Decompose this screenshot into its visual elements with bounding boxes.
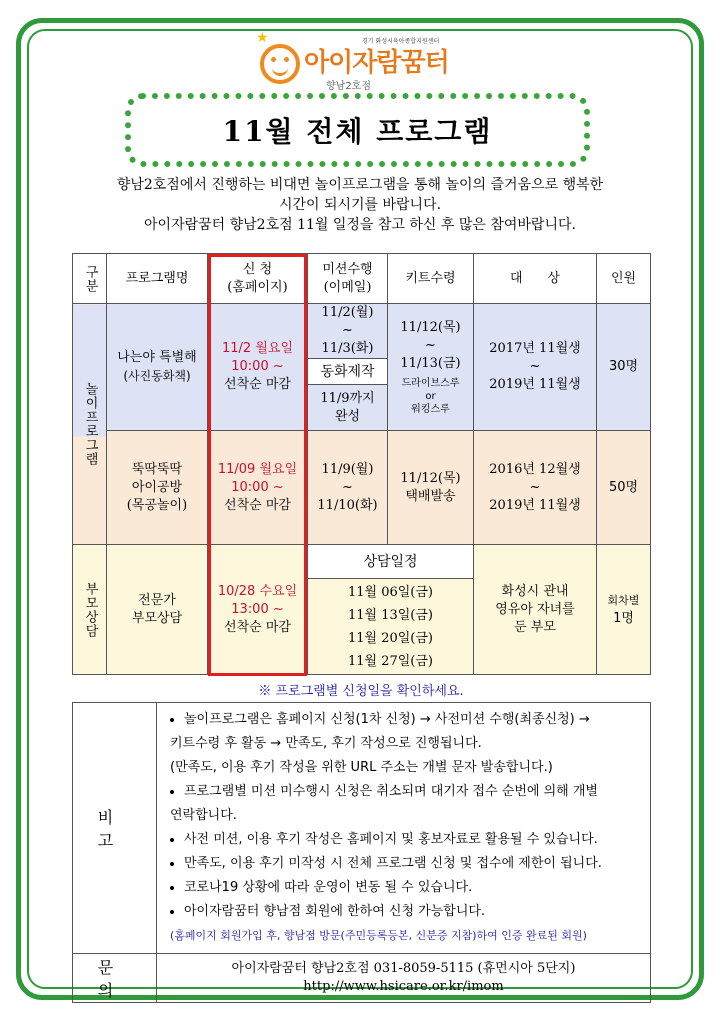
note-item: • 코로나19 상황에 따라 운영이 변동 될 수 있습니다. xyxy=(184,876,641,900)
header-kit: 키트수령 xyxy=(388,254,474,304)
consult-date: 11월 20일(금) xyxy=(347,630,434,646)
note-item: • 놀이프로그램은 홈페이지 신청(1차 신청) → 사전미션 수행(최종신청) → xyxy=(184,708,641,732)
group-play: 놀이프로그램 xyxy=(73,304,107,545)
intro-line: 향남2호점에서 진행하는 비대면 놀이프로그램을 통해 놀이의 즐거움으로 행복한 xyxy=(116,177,604,193)
row2-apply: 11/09 월요일 10:00 ~ 선착순 마감 xyxy=(208,431,308,545)
note-item: (만족도, 이용 후기 작성을 위한 URL 주소는 개별 문자 발송합니다.) xyxy=(170,760,553,775)
header-category: 구분 xyxy=(73,254,107,304)
row1-people: 30명 xyxy=(597,304,651,431)
table-row xyxy=(73,304,651,359)
row2-mission: 11/9(월) ~ 11/10(화) xyxy=(308,431,388,545)
row2-target: 2016년 12월생 ~ 2019년 11월생 xyxy=(474,431,597,545)
notice: ※ 프로그램별 신청일을 확인하세요. xyxy=(258,684,464,699)
row3-target: 화성시 관내 영유아 자녀를 둔 부모 xyxy=(474,545,597,675)
row3-apply: 10/28 수요일 13:00 ~ 선착순 마감 xyxy=(208,545,308,675)
intro-line: 시간이 되시기를 바랍니다. xyxy=(278,197,442,213)
title-box xyxy=(125,93,590,167)
logo-branch: 향남2호점 xyxy=(326,81,372,92)
row3-program: 전문가 부모상담 xyxy=(107,545,208,675)
row1-mission-deadline: 11/9까지 완성 xyxy=(308,385,388,431)
notes-table xyxy=(72,702,651,1003)
consult-date: 11월 27일(금) xyxy=(347,653,434,669)
header-apply: 신 청 (홈페이지) xyxy=(208,254,308,304)
row2-kit: 11/12(목) 택배발송 xyxy=(388,431,474,545)
inquiry-contact: 아이자람꿈터 향남2호점 031-8059-5115 (휴먼시아 5단지) xyxy=(231,961,576,976)
row2-people: 50명 xyxy=(597,431,651,545)
smile-face-icon xyxy=(260,44,300,84)
header-people: 인원 xyxy=(597,254,651,304)
intro-line: 아이자람꿈터 향남2호점 11월 일정을 참고 하신 후 많은 참여바랍니다. xyxy=(144,217,576,233)
note-item: • 사전 미션, 이용 후기 작성은 홈페이지 및 홍보자료로 활용될 수 있습니다. xyxy=(184,828,641,852)
table-row xyxy=(73,545,651,579)
row1-program: 나는야 특별해 (사진동화책) xyxy=(107,304,208,431)
note-item: • 아이자람꿈터 향남점 회원에 한하여 신청 가능합니다. xyxy=(184,900,641,924)
note-item: • 프로그램별 미션 미수행시 신청은 취소되며 대기자 접수 순번에 의해 개별 xyxy=(184,780,641,804)
row3-consult-dates xyxy=(308,579,474,675)
table-row xyxy=(73,431,651,545)
group-parent: 부모상담 xyxy=(73,545,107,675)
star-icon: ★ xyxy=(256,30,269,46)
program-table xyxy=(72,253,651,675)
inquiry-content xyxy=(157,954,651,1003)
header-target: 대 상 xyxy=(474,254,597,304)
note-item: 키트수령 후 활동 → 만족도, 후기 작성으로 진행됩니다. xyxy=(170,736,482,751)
header-mission: 미션수행 (이메일) xyxy=(308,254,388,304)
note-item: • 만족도, 이용 후기 미작성 시 전체 프로그램 신청 및 접수에 제한이 됩니다. xyxy=(184,852,641,876)
page-title: 11월 전체 프로그램 xyxy=(222,115,493,148)
note-item: 연락합니다. xyxy=(170,808,237,823)
notes-row xyxy=(73,703,651,954)
notes-content xyxy=(157,703,651,954)
table-header-row xyxy=(73,254,651,304)
inquiry-url[interactable]: http://www.hsicare.or.kr/imom xyxy=(303,979,504,994)
header-program: 프로그램명 xyxy=(107,254,208,304)
logo xyxy=(256,30,468,94)
row1-target: 2017년 11월생 ~ 2019년 11월생 xyxy=(474,304,597,431)
row3-consult-header: 상담일정 xyxy=(308,545,474,579)
inquiry-row xyxy=(73,954,651,1003)
intro-text xyxy=(60,175,660,235)
row3-people: 회차별 1명 xyxy=(597,545,651,675)
logo-org-small: 경기 화성시육아종합지원센터 xyxy=(362,38,440,45)
consult-date: 11월 06일(금) xyxy=(347,584,434,600)
row1-mission-task: 동화제작 xyxy=(308,359,388,385)
row1-kit: 11/12(목) ~ 11/13(금) 드라이브스루 or 워킹스루 xyxy=(388,304,474,431)
logo-name: 아이자람꿈터 xyxy=(304,48,449,78)
inquiry-label: 문 의 xyxy=(73,954,157,1003)
row1-mission-period: 11/2(월) ~ 11/3(화) xyxy=(308,304,388,359)
row1-apply: 11/2 월요일 10:00 ~ 선착순 마감 xyxy=(208,304,308,431)
note-item: (홈페이지 회원가입 후, 향남점 방문(주민등록등본, 신분증 지참)하여 인증 완료된 회원) xyxy=(170,929,587,942)
consult-date: 11월 13일(금) xyxy=(347,607,434,623)
row2-program: 뚝딱뚝딱 아이공방 (목공놀이) xyxy=(107,431,208,545)
notes-label: 비 고 xyxy=(73,703,157,954)
